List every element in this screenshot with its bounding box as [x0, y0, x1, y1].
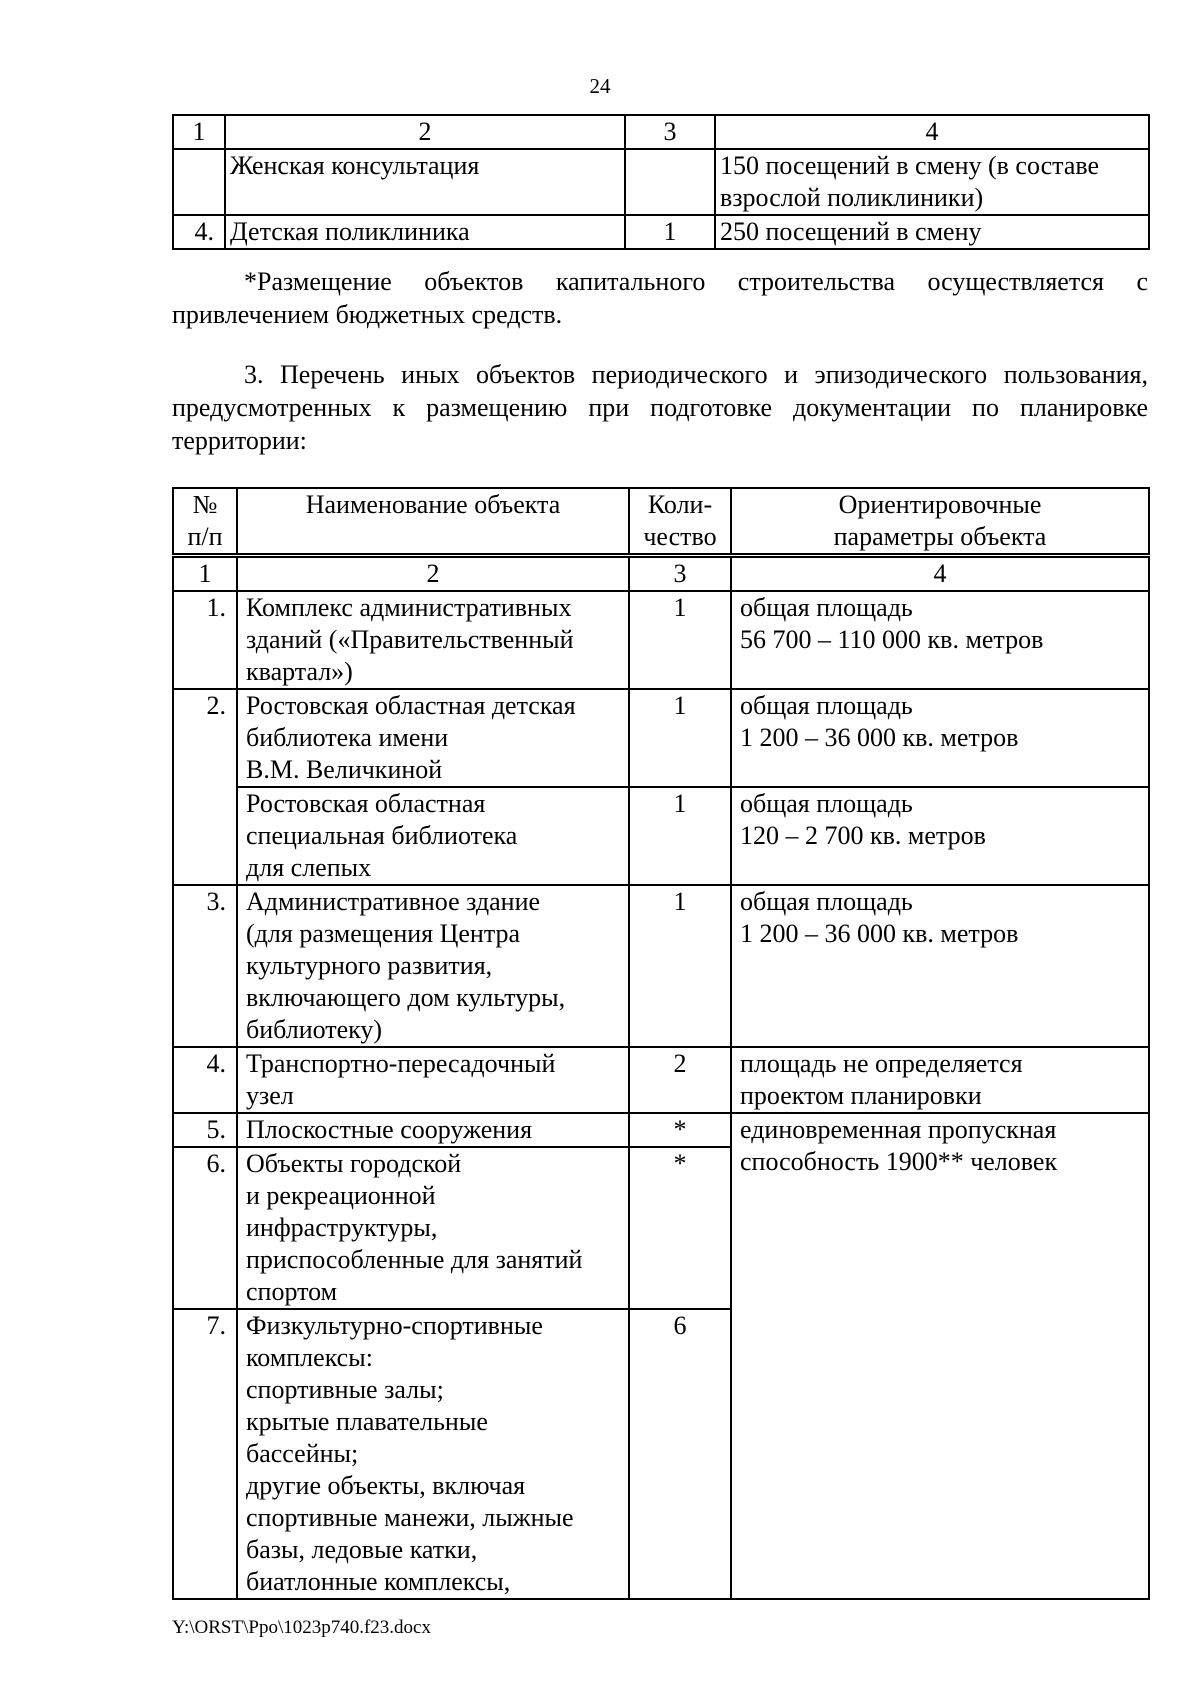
object-name: Детская поликлиника [225, 215, 625, 249]
row-number: 4. [173, 215, 225, 249]
object-parameters: общая площадь 56 700 – 110 000 кв. метров [731, 591, 1149, 689]
object-name: Плоскостные сооружения [237, 1113, 629, 1147]
object-quantity: 1 [629, 885, 731, 1047]
object-quantity: 1 [625, 215, 715, 249]
row-number: 3. [173, 885, 237, 1047]
object-quantity: 1 [629, 591, 731, 689]
header-quantity: Коли- чество [629, 488, 731, 556]
table-row [173, 149, 1149, 215]
object-quantity: * [629, 1113, 731, 1147]
column-number-3: 3 [625, 115, 715, 149]
row-number: 4. [173, 1047, 237, 1113]
table-header-row [173, 115, 1149, 149]
column-numbers-row [173, 556, 1149, 592]
file-path-footer: Y:\ORST\Ppo\1023p740.f23.docx [172, 1617, 431, 1638]
header-parameters: Ориентировочные параметры объекта [731, 488, 1149, 556]
object-quantity: 2 [629, 1047, 731, 1113]
object-parameters: общая площадь 1 200 – 36 000 кв. метров [731, 689, 1149, 787]
column-number-4: 4 [731, 556, 1149, 592]
footnote-paragraph [172, 265, 1148, 331]
section-paragraph [172, 358, 1148, 457]
object-quantity [625, 149, 715, 215]
footnote-text: *Размещение объектов капитального строительства осуществляется с привлечением бюджетных средств. [172, 267, 1148, 329]
row-number: 1. [173, 591, 237, 689]
object-parameters: 250 посещений в смену [715, 215, 1149, 249]
object-name: Комплекс административных зданий («Правительственный квартал») [237, 591, 629, 689]
table-row [173, 689, 1149, 787]
table-row [173, 591, 1149, 689]
object-parameters: площадь не определяется проектом планировки [731, 1047, 1149, 1113]
column-number-2: 2 [225, 115, 625, 149]
column-number-4: 4 [715, 115, 1149, 149]
row-number [173, 149, 225, 215]
object-name: Транспортно-пересадочный узел [237, 1047, 629, 1113]
table-row [173, 787, 1149, 885]
object-parameters: общая площадь 120 – 2 700 кв. метров [731, 787, 1149, 885]
table-row [173, 1047, 1149, 1113]
column-number-2: 2 [237, 556, 629, 592]
object-name: Женская консультация [225, 149, 625, 215]
object-quantity: 1 [629, 689, 731, 787]
table-header-row [173, 488, 1149, 556]
column-number-1: 1 [173, 115, 225, 149]
object-name: Ростовская областная специальная библиотека для слепых [237, 787, 629, 885]
table-row [173, 215, 1149, 249]
header-name: Наименование объекта [237, 488, 629, 556]
row-number: 2. [173, 689, 237, 885]
object-name: Ростовская областная детская библиотека имени В.М. Величкиной [237, 689, 629, 787]
object-quantity: * [629, 1147, 731, 1309]
table-continuation [172, 114, 1150, 250]
object-name: Объекты городской и рекреационной инфраструктуры, приспособленные для занятий спортом [237, 1147, 629, 1309]
object-quantity: 6 [629, 1309, 731, 1599]
table-row [173, 1113, 1149, 1147]
row-number: 6. [173, 1147, 237, 1309]
object-parameters: 150 посещений в смену (в составе взрослой поликлиники) [715, 149, 1149, 215]
object-parameters: единовременная пропускная способность 1900** человек [731, 1113, 1149, 1599]
page-number: 24 [589, 74, 611, 98]
object-name: Административное здание (для размещения Центра культурного развития, включающего дом культуры, библиотеку) [237, 885, 629, 1047]
table-row [173, 885, 1149, 1047]
object-parameters: общая площадь 1 200 – 36 000 кв. метров [731, 885, 1149, 1047]
object-quantity: 1 [629, 787, 731, 885]
objects-table [172, 487, 1150, 1600]
row-number: 5. [173, 1113, 237, 1147]
row-number: 7. [173, 1309, 237, 1599]
column-number-3: 3 [629, 556, 731, 592]
header-number: № п/п [173, 488, 237, 556]
section-text: 3. Перечень иных объектов периодического и эпизодического пользования, предусмотренных к размещению при подготовке документации по планировке территории: [172, 360, 1148, 455]
column-number-1: 1 [173, 556, 237, 592]
object-name: Физкультурно-спортивные комплексы: спортивные залы; крытые плавательные бассейны; другие объекты, включая спортивные манежи, лыжные базы, ледовые катки, биатлонные комплексы, [237, 1309, 629, 1599]
